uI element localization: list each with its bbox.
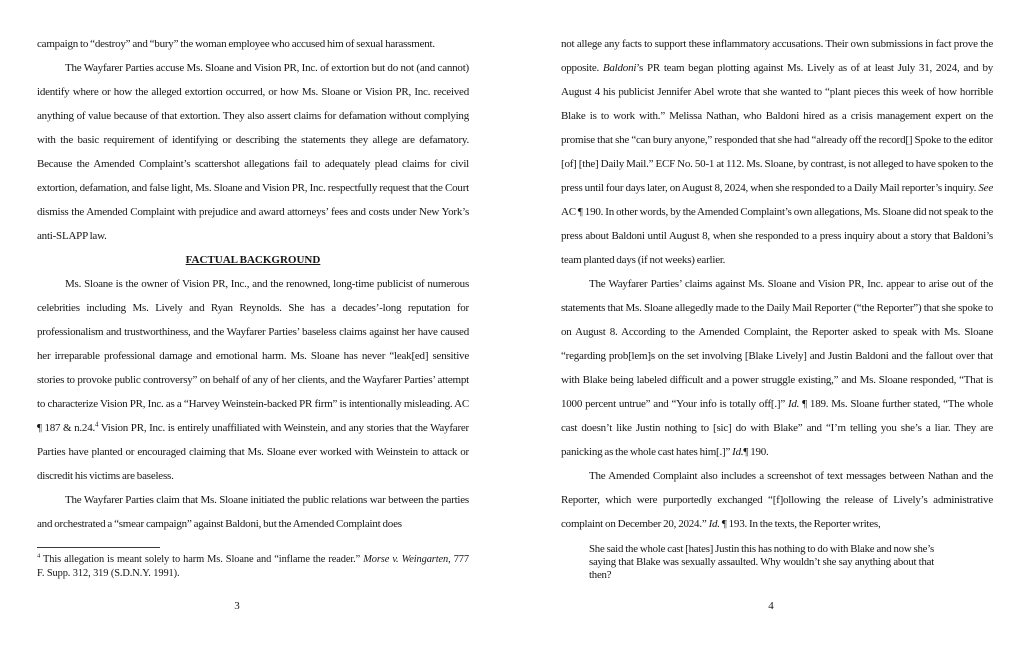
page-4-body	[561, 32, 993, 594]
italic-run: Id.	[787, 398, 800, 410]
text-run: Ms. Sloane is the owner of Vision PR, Inc., and the renowned, long-time publicist of numerous celebrities including Ms. Lively and Ryan Reynolds. She has a decades’-long reputation for professionalism and trustworthiness, and the Wayfarer Parties’ baseless claims against her have caused her irreparable professional damage and emotional harm. Ms. Sloane has never “leak[ed] sensitive stories to provoke public controversy” on behalf of any of her clients, and the Wayfarer Parties’ attempt to characterize Vision PR, Inc. as a “Harvey Weinstein-backed PR firm” is intentionally misleading. AC ¶ 187 & n.24.	[37, 278, 469, 434]
text-run: FACTUAL BACKGROUND	[185, 254, 321, 266]
italic-run: Id.	[708, 518, 720, 530]
text-run: ¶ 193. In the texts, the Reporter writes,	[719, 518, 881, 530]
text-run: not allege any facts to support these inflammatory accusations. Their own submissions in fact prove the opposite.	[561, 38, 993, 74]
text-run: The Wayfarer Parties accuse Ms. Sloane and Vision PR, Inc. of extortion but do not (and cannot) identify where or how the alleged extortion occurred, or how Ms. Sloane or Vision PR, Inc. received anything of value because of that extortion. They also assert claims for defamation without complying with the basic requirement of identifying or describing the statements they allege are defamatory. Because the Amended Complaint’s scattershot allegations fail to adequately plead claims for civil extortion, defamation, and false light, Ms. Sloane and Vision PR, Inc. respectfully request that the Court dismiss the Amended Complaint with prejudice and award attorneys’ fees and costs under New York’s anti-SLAPP law.	[37, 62, 469, 242]
footnote-text	[37, 553, 469, 581]
text-run: ’s PR team began plotting against Ms. Lively as of at least July 31, 2024, and by August 4 his publicist Jennifer Abel wrote that she wanted to “plant pieces this week of how horrible Blake is to work with.” Melissa Nathan, who Baldoni hired as a crisis management expert on the promise that she “can bury anyone,” responded that she had “already off the record[] Spoke to the editor [of] [the] Daily Mail.” ECF No. 50-1 at 112. Ms. Sloane, by contrast, is not alleged to have spoken to the press until four days later, on August 8, 2024, when she responded to a Daily Mail reporter’s inquiry.	[561, 62, 993, 194]
paragraph	[561, 464, 993, 536]
paragraph	[561, 587, 993, 594]
page-3-body	[37, 32, 469, 544]
page-number-left: 3	[234, 600, 240, 612]
page-4	[512, 0, 1024, 648]
paragraph	[37, 272, 469, 488]
block-quote	[589, 543, 934, 581]
text-run: ¶ 190.	[743, 446, 769, 458]
italic-run: See	[978, 182, 993, 194]
text-run: The Wayfarer Parties’ claims against Ms. Sloane and Vision PR, Inc. appear to arise out of the statements that Ms. Sloane allegedly made to the Daily Mail Reporter (“the Reporter”) that she spoke to on August 8. According to the Amended Complaint, the Reporter asked to speak with Ms. Sloane “regarding prob[lem]s on the set involving [Blake Lively] and Justin Baldoni and the fallout over that with Blake being labeled difficult and a power struggle existing,” and Ms. Sloane responded, “That is 1000 percent untrue” and “Your info is totally off[.]”	[561, 278, 993, 410]
text-run: ¶ 189. Ms. Sloane further stated, “The whole cast doesn’t like Justin nothing to [sic] do with Blake” and “I’m telling you she’s a liar. They are panicking as the whole cast hates him[.]”	[561, 398, 993, 458]
text-run: , 777 F. Supp. 312, 319 (S.D.N.Y. 1991).	[37, 554, 469, 579]
text-run: The Amended Complaint also includes a screenshot of text messages between Nathan and the Reporter, which were purportedly exchanged “[f]ollowing the release of Lively’s administrative complaint on December 20, 2024.”	[561, 470, 993, 530]
text-run: campaign to “destroy” and “bury” the woman employee who accused him of sexual harassment.	[37, 38, 435, 50]
footnote-separator	[37, 547, 160, 548]
footnote-ref: 4	[95, 421, 99, 429]
paragraph	[37, 32, 469, 56]
paragraph	[37, 56, 469, 248]
text-run: AC ¶ 190. In other words, by the Amended Complaint’s own allegations, Ms. Sloane did not speak to the press about Baldoni until August 8, when she responded to a press inquiry about a story that Baldoni’s team planted days (if not weeks) earlier.	[561, 206, 993, 266]
italic-run: Baldoni	[602, 62, 637, 74]
text-run: The Wayfarer Parties claim that Ms. Sloane initiated the public relations war between the parties and orchestrated a “smear campaign” against Baldoni, but the Amended Complaint does	[37, 494, 469, 530]
paragraph	[561, 272, 993, 464]
text-run: This allegation is meant solely to harm Ms. Sloane and “inflame the reader.”	[40, 554, 364, 565]
text-run	[572, 593, 960, 594]
section-heading	[37, 248, 469, 272]
footnote	[37, 547, 469, 581]
italic-run: Morse v. Weingarten	[363, 554, 449, 565]
text-run: Vision PR, Inc. is entirely unaffiliated with Weinstein, and any stories that the Wayfarer Parties have planted or encouraged claiming that Ms. Sloane ever worked with Weinstein to attack or discredit his victims are baseless.	[37, 422, 469, 482]
footnote-ref: 4	[37, 552, 41, 560]
italic-run	[561, 593, 572, 594]
italic-run: Id.	[732, 446, 744, 458]
paragraph	[561, 32, 993, 272]
page-number-right: 4	[768, 600, 774, 612]
text-run: She said the whole cast [hates] Justin this has nothing to do with Blake and now she’s saying that Blake was sexually assaulted. Why wouldn’t she say anything about that then?	[589, 543, 934, 581]
paragraph	[37, 488, 469, 536]
